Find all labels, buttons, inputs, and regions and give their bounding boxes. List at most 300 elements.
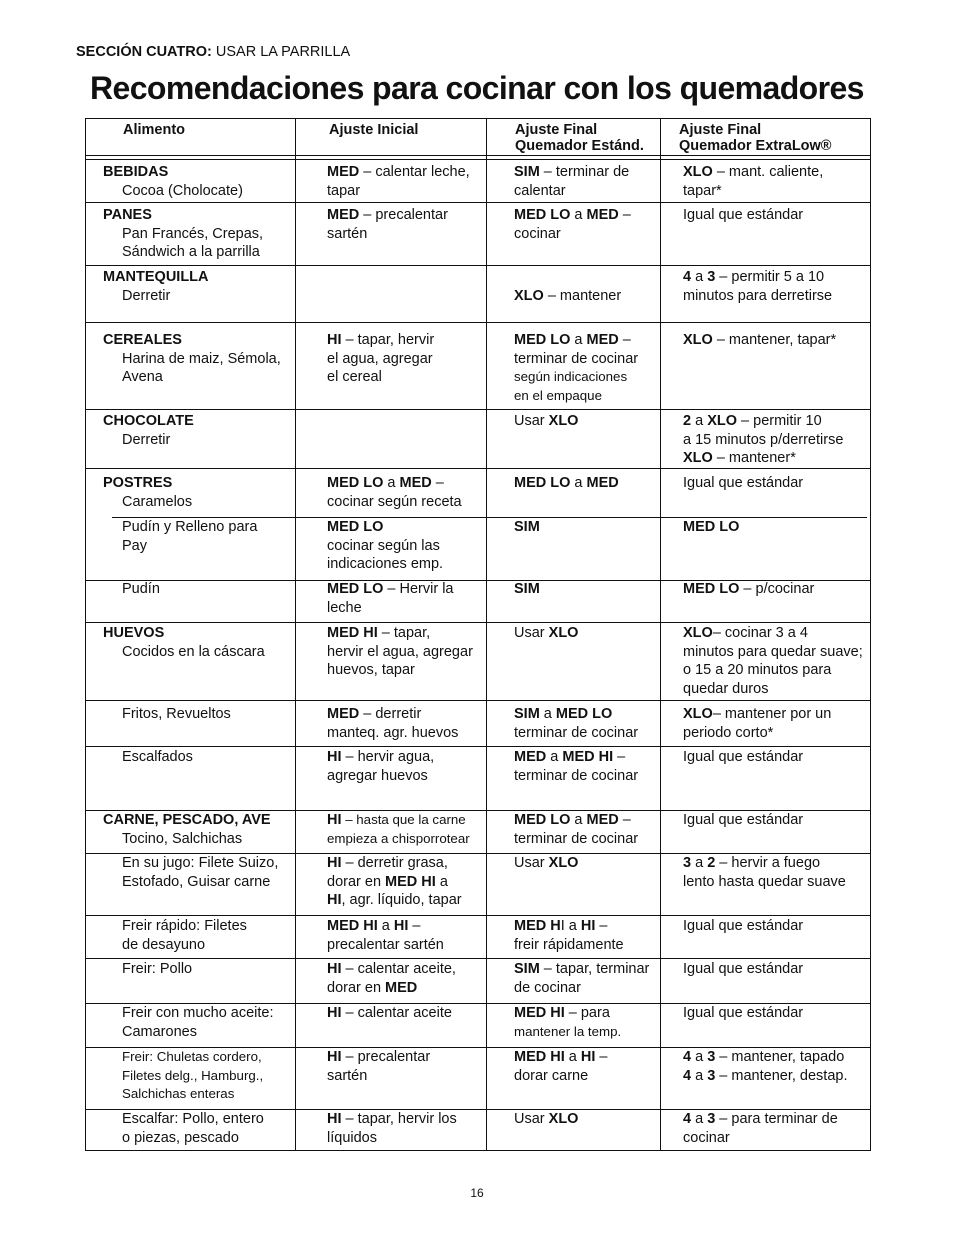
xlo-text: lento hasta quedar suave — [683, 873, 846, 890]
food-category: HUEVOS — [103, 625, 165, 641]
initial-text: a — [435, 873, 448, 890]
xlo-text: Igual que estándar — [683, 961, 804, 977]
std-text: a — [539, 706, 556, 722]
xlo-text: a 15 minutos p/derretirse — [683, 431, 844, 448]
final-standard-cell — [514, 163, 629, 200]
food-item: Escalfar: Pollo, entero — [122, 1111, 264, 1127]
xlo-text: – mantener por un — [712, 706, 832, 722]
std-text: XLO — [514, 287, 544, 304]
food-cell — [103, 854, 278, 891]
header-final-standard-line2: Quemador Estánd. — [515, 138, 644, 154]
std-text: MED HI — [562, 749, 614, 765]
final-standard-cell — [514, 580, 540, 599]
xlo-text: – p/cocinar — [739, 581, 815, 597]
std-text: SIM — [514, 581, 540, 597]
xlo-text: periodo corto* — [683, 724, 774, 741]
food-cell — [103, 811, 271, 848]
initial-text: , agr. líquido, tapar — [341, 892, 462, 909]
final-extralow-cell — [683, 705, 831, 742]
xlo-text: quedar duros — [683, 680, 769, 697]
food-category: CARNE, PESCADO, AVE — [103, 812, 271, 828]
row-divider — [85, 622, 871, 623]
xlo-text: Igual que estándar — [683, 812, 804, 828]
final-standard-cell — [514, 854, 578, 873]
std-text: MED — [514, 749, 547, 765]
std-text: – para — [564, 1005, 610, 1021]
xlo-text: Igual que estándar — [683, 1005, 804, 1021]
std-text: SIM — [514, 519, 540, 535]
xlo-text: 2 — [683, 413, 692, 429]
food-item: Camarones — [122, 1023, 197, 1040]
row-divider — [85, 202, 871, 203]
xlo-text: a — [691, 1067, 708, 1084]
std-text: a — [570, 207, 587, 223]
std-text: MED — [586, 475, 619, 491]
std-text: MED — [586, 812, 619, 828]
row-divider — [85, 409, 871, 410]
xlo-text: 4 — [683, 1067, 692, 1084]
section-name: USAR LA PARRILLA — [215, 44, 351, 60]
final-extralow-cell — [683, 206, 803, 225]
final-extralow-cell — [683, 268, 832, 305]
std-text: a — [570, 812, 587, 828]
initial-text: – hervir agua, — [341, 749, 435, 765]
initial-text: hervir el agua, agregar — [327, 643, 473, 660]
final-standard-cell — [514, 748, 638, 785]
initial-text: HI — [327, 892, 342, 909]
section-header — [76, 44, 350, 60]
xlo-text: – mantener* — [712, 450, 796, 467]
food-cell — [103, 917, 247, 954]
xlo-text: – mantener, tapado — [715, 1049, 845, 1065]
initial-text: MED LO — [327, 475, 384, 491]
std-text: a — [570, 475, 587, 491]
initial-text: – derretir grasa, — [341, 855, 448, 871]
initial-text: – — [408, 918, 421, 934]
final-extralow-cell — [683, 412, 843, 468]
row-divider — [85, 915, 871, 916]
food-category: MANTEQUILLA — [103, 269, 209, 285]
food-cell — [103, 624, 265, 661]
initial-setting-cell — [327, 1004, 452, 1023]
std-text: – — [618, 207, 631, 223]
initial-text: MED LO — [327, 519, 384, 535]
std-text: XLO — [548, 855, 579, 871]
column-divider — [295, 118, 296, 1151]
xlo-text: minutos para quedar suave; — [683, 643, 863, 660]
food-category: CEREALES — [103, 332, 182, 348]
initial-text: HI — [327, 1111, 342, 1127]
food-cell — [103, 518, 257, 555]
std-text: MED H — [514, 918, 561, 934]
xlo-text: MED LO — [683, 581, 740, 597]
row-divider — [85, 700, 871, 701]
final-standard-cell — [514, 206, 631, 243]
std-text: mantener la temp. — [514, 1023, 622, 1039]
food-item: Freir rápido: Filetes — [122, 918, 247, 934]
food-item: Caramelos — [122, 493, 193, 510]
xlo-text: – mantener, destap. — [715, 1067, 848, 1084]
initial-text: – calentar aceite — [341, 1005, 452, 1021]
xlo-text: 3 — [707, 269, 716, 285]
xlo-text: 3 — [707, 1067, 716, 1084]
header-divider — [85, 155, 871, 156]
xlo-text: tapar* — [683, 182, 722, 199]
xlo-text: XLO — [683, 332, 713, 348]
initial-setting-cell — [327, 331, 434, 387]
std-text: Usar — [514, 855, 549, 871]
initial-text: dorar en — [327, 979, 386, 996]
std-text: a — [564, 1049, 581, 1065]
food-cell — [103, 163, 243, 200]
initial-text: MED HI — [327, 918, 378, 934]
food-cell — [103, 412, 194, 449]
row-divider — [85, 265, 871, 266]
final-standard-cell — [514, 705, 638, 742]
food-item: Harina de maiz, Sémola, — [122, 350, 281, 367]
final-extralow-cell — [683, 474, 803, 493]
header-final-extralow-line2: Quemador ExtraLow® — [679, 138, 832, 154]
initial-text: HI — [327, 1005, 342, 1021]
std-text: en el empaque — [514, 387, 602, 403]
food-item: Pudín y Relleno para — [122, 519, 258, 535]
initial-setting-cell — [327, 705, 458, 742]
xlo-text: – permitir 5 a 10 — [715, 269, 825, 285]
food-item: Cocoa (Cholocate) — [122, 182, 243, 199]
std-text: Usar — [514, 413, 549, 429]
xlo-text: cocinar — [683, 1129, 730, 1146]
food-item: Fritos, Revueltos — [122, 706, 231, 722]
initial-text: precalentar sartén — [327, 936, 444, 953]
std-text: – — [618, 332, 631, 348]
std-text: – terminar de — [539, 164, 630, 180]
initial-text: – hasta que la carne — [341, 812, 466, 827]
xlo-text: XLO — [683, 164, 713, 180]
food-cell — [103, 580, 160, 599]
food-item: Pan Francés, Crepas, — [122, 225, 264, 242]
final-standard-cell — [514, 960, 649, 997]
food-category: CHOCOLATE — [103, 413, 194, 429]
initial-text: MED — [327, 706, 360, 722]
final-standard-cell — [514, 331, 638, 405]
std-text: XLO — [548, 1111, 579, 1127]
initial-text: manteq. agr. huevos — [327, 724, 459, 741]
initial-text: – calentar aceite, — [341, 961, 456, 977]
xlo-text: – cocinar 3 a 4 — [712, 625, 808, 641]
xlo-text: minutos para derretirse — [683, 287, 833, 304]
page-number: 16 — [470, 1186, 484, 1200]
food-item: Sándwich a la parrilla — [122, 244, 260, 261]
final-extralow-cell — [683, 518, 739, 537]
final-standard-cell — [514, 624, 578, 643]
std-text: según indicaciones — [514, 369, 628, 385]
food-item: Freir: Chuletas cordero, — [122, 1049, 262, 1064]
initial-text: HI — [327, 855, 342, 871]
food-item: Pudín — [122, 581, 160, 597]
initial-setting-cell — [327, 206, 448, 243]
food-item: En su jugo: Filete Suizo, — [122, 855, 279, 871]
std-text: HI — [580, 918, 596, 934]
initial-text: MED — [327, 207, 360, 223]
std-text: MED HI — [514, 1005, 565, 1021]
final-extralow-cell — [683, 1004, 803, 1023]
std-text: calentar — [514, 182, 566, 199]
std-text: a — [570, 332, 587, 348]
final-extralow-cell — [683, 917, 803, 936]
initial-text: – tapar, hervir — [341, 332, 435, 348]
initial-text: a — [383, 475, 400, 491]
initial-text: – precalentar — [359, 207, 448, 223]
initial-text: MED LO — [327, 581, 384, 597]
food-item: de desayuno — [122, 936, 206, 953]
initial-text: HI — [327, 1049, 342, 1065]
std-text: MED LO — [514, 475, 571, 491]
xlo-text: XLO — [683, 450, 713, 467]
xlo-text: Igual que estándar — [683, 918, 804, 934]
header-food: Alimento — [123, 122, 186, 138]
initial-setting-cell — [327, 748, 434, 785]
food-item: Derretir — [122, 287, 171, 304]
initial-setting-cell — [327, 811, 470, 848]
initial-text: cocinar según las — [327, 537, 440, 554]
header-divider — [85, 159, 871, 160]
initial-text: agregar huevos — [327, 767, 428, 784]
initial-setting-cell — [327, 163, 470, 200]
food-item: Estofado, Guisar carne — [122, 873, 271, 890]
std-text: I a — [560, 918, 581, 934]
food-item: Freir: Pollo — [122, 961, 193, 977]
header-final-standard — [515, 122, 644, 154]
final-extralow-cell — [683, 960, 803, 979]
initial-text: huevos, tapar — [327, 662, 415, 679]
initial-text: cocinar según receta — [327, 493, 462, 510]
std-text: MED LO — [555, 706, 613, 722]
xlo-text: – mant. caliente, — [712, 164, 824, 180]
std-text: MED — [586, 332, 619, 348]
final-standard-cell — [514, 811, 638, 848]
final-standard-cell — [514, 474, 619, 493]
xlo-text: 2 — [707, 855, 716, 871]
final-extralow-cell — [683, 1048, 847, 1085]
xlo-text: 4 — [683, 1049, 692, 1065]
food-cell — [103, 1048, 263, 1104]
section-prefix: SECCIÓN CUATRO: — [76, 44, 212, 60]
initial-text: HI — [327, 812, 342, 828]
std-text: – — [618, 812, 631, 828]
initial-text: HI — [393, 918, 409, 934]
food-item: Avena — [122, 369, 163, 386]
initial-setting-cell — [327, 1048, 430, 1085]
final-extralow-cell — [683, 580, 814, 599]
std-text: XLO — [548, 625, 579, 641]
page-title: Recomendaciones para cocinar con los quemadores — [90, 70, 864, 106]
std-text: Usar — [514, 625, 549, 641]
header-final-standard-line1: Ajuste Final — [515, 122, 598, 138]
std-text: SIM — [514, 706, 540, 722]
initial-text: el agua, agregar — [327, 350, 433, 367]
final-standard-cell — [514, 268, 621, 305]
xlo-text: MED LO — [683, 519, 740, 535]
xlo-text: 3 — [683, 855, 692, 871]
std-text: XLO — [548, 413, 579, 429]
std-text: MED LO — [514, 812, 571, 828]
final-extralow-cell — [683, 748, 803, 767]
row-divider — [85, 322, 871, 323]
std-text: MED HI — [514, 1049, 565, 1065]
xlo-text: o 15 a 20 minutos para — [683, 662, 832, 679]
food-cell — [103, 748, 193, 767]
std-text: – — [595, 918, 608, 934]
initial-text: HI — [327, 961, 342, 977]
row-divider — [85, 958, 871, 959]
initial-setting-cell — [327, 1110, 457, 1147]
xlo-text: – hervir a fuego — [715, 855, 821, 871]
final-extralow-cell — [683, 854, 846, 891]
food-category: BEBIDAS — [103, 164, 169, 180]
xlo-text: 4 — [683, 1111, 692, 1127]
initial-setting-cell — [327, 960, 456, 997]
initial-text: el cereal — [327, 369, 382, 386]
final-standard-cell — [514, 1048, 607, 1085]
food-item: Freir con mucho aceite: — [122, 1005, 274, 1021]
initial-text: a — [377, 918, 394, 934]
food-item: o piezas, pescado — [122, 1129, 239, 1146]
std-text: SIM — [514, 961, 540, 977]
final-extralow-cell — [683, 811, 803, 830]
std-text: SIM — [514, 164, 540, 180]
final-standard-cell — [514, 518, 540, 537]
initial-text: MED HI — [327, 625, 378, 641]
food-cell — [103, 474, 192, 511]
xlo-text: 4 — [683, 269, 692, 285]
std-text: dorar carne — [514, 1067, 589, 1084]
std-text: – mantener — [543, 287, 622, 304]
std-text: a — [546, 749, 563, 765]
initial-text: empieza a chisporrotear — [327, 830, 470, 846]
std-text: terminar de cocinar — [514, 767, 639, 784]
std-text: terminar de cocinar — [514, 830, 639, 847]
header-initial: Ajuste Inicial — [329, 122, 419, 138]
food-category: PANES — [103, 207, 152, 223]
food-cell — [103, 268, 209, 305]
initial-setting-cell — [327, 580, 454, 617]
std-text: HI — [580, 1049, 596, 1065]
initial-text: tapar — [327, 182, 361, 199]
std-text: terminar de cocinar — [514, 350, 639, 367]
std-text: MED LO — [514, 332, 571, 348]
final-extralow-cell — [683, 331, 836, 350]
xlo-text: a — [691, 855, 708, 871]
initial-text: – — [431, 475, 444, 491]
xlo-text: – permitir 10 — [737, 413, 822, 429]
initial-text: sartén — [327, 225, 368, 242]
final-extralow-cell — [683, 1110, 838, 1147]
initial-text: líquidos — [327, 1129, 377, 1146]
food-cell — [103, 1004, 274, 1041]
food-item: Filetes delg., Hamburg., — [122, 1067, 264, 1083]
xlo-text: Igual que estándar — [683, 207, 804, 223]
xlo-text: XLO — [683, 625, 713, 641]
header-final-extralow — [679, 122, 832, 154]
initial-text: leche — [327, 599, 362, 616]
initial-text: dorar en — [327, 873, 386, 890]
xlo-text: a — [691, 1049, 708, 1065]
food-cell — [103, 705, 231, 724]
row-divider — [85, 468, 871, 469]
std-text: terminar de cocinar — [514, 724, 639, 741]
xlo-text: a — [691, 269, 708, 285]
std-text: freir rápidamente — [514, 936, 624, 953]
initial-text: sartén — [327, 1067, 368, 1084]
final-extralow-cell — [683, 163, 823, 200]
xlo-text: a — [691, 413, 708, 429]
xlo-text: Igual que estándar — [683, 475, 804, 491]
initial-setting-cell — [327, 474, 462, 511]
xlo-text: – mantener, tapar* — [712, 332, 837, 348]
food-item: Derretir — [122, 431, 171, 448]
initial-text: HI — [327, 749, 342, 765]
row-divider — [85, 746, 871, 747]
food-item: Pay — [122, 537, 147, 554]
xlo-text: Igual que estándar — [683, 749, 804, 765]
xlo-text: – para terminar de — [715, 1111, 838, 1127]
food-item: Salchichas enteras — [122, 1086, 235, 1102]
initial-text: – tapar, hervir los — [341, 1111, 457, 1127]
column-divider — [660, 118, 661, 1151]
food-cell — [103, 1110, 264, 1147]
initial-text: HI — [327, 332, 342, 348]
initial-text: MED — [327, 164, 360, 180]
final-standard-cell — [514, 1004, 621, 1041]
column-divider — [486, 118, 487, 1151]
std-text: – tapar, terminar — [539, 961, 650, 977]
initial-text: MED — [385, 979, 418, 996]
initial-text: – derretir — [359, 706, 422, 722]
xlo-text: 3 — [707, 1111, 716, 1127]
final-standard-cell — [514, 412, 578, 431]
final-standard-cell — [514, 917, 624, 954]
std-text: cocinar — [514, 225, 561, 242]
xlo-text: 3 — [707, 1049, 716, 1065]
initial-text: – Hervir la — [383, 581, 454, 597]
food-item: Cocidos en la cáscara — [122, 643, 265, 660]
xlo-text: XLO — [683, 706, 713, 722]
initial-text: – tapar, — [377, 625, 431, 641]
initial-setting-cell — [327, 518, 443, 574]
std-text: MED — [586, 207, 619, 223]
initial-text: – calentar leche, — [359, 164, 470, 180]
food-item: Escalfados — [122, 749, 193, 765]
xlo-text: XLO — [707, 413, 738, 429]
std-text: – — [613, 749, 626, 765]
initial-text: indicaciones emp. — [327, 556, 444, 573]
food-cell — [103, 331, 281, 387]
food-item: Tocino, Salchichas — [122, 830, 243, 847]
std-text: de cocinar — [514, 979, 581, 996]
std-text: Usar — [514, 1111, 549, 1127]
food-cell — [103, 206, 263, 262]
final-standard-cell — [514, 1110, 578, 1129]
xlo-text: a — [691, 1111, 708, 1127]
initial-text: MED — [399, 475, 432, 491]
initial-text: – precalentar — [341, 1049, 431, 1065]
final-extralow-cell — [683, 624, 863, 698]
food-category: POSTRES — [103, 475, 173, 491]
initial-setting-cell — [327, 917, 444, 954]
initial-setting-cell — [327, 624, 473, 680]
initial-text: MED HI — [385, 873, 436, 890]
std-text: – — [595, 1049, 608, 1065]
